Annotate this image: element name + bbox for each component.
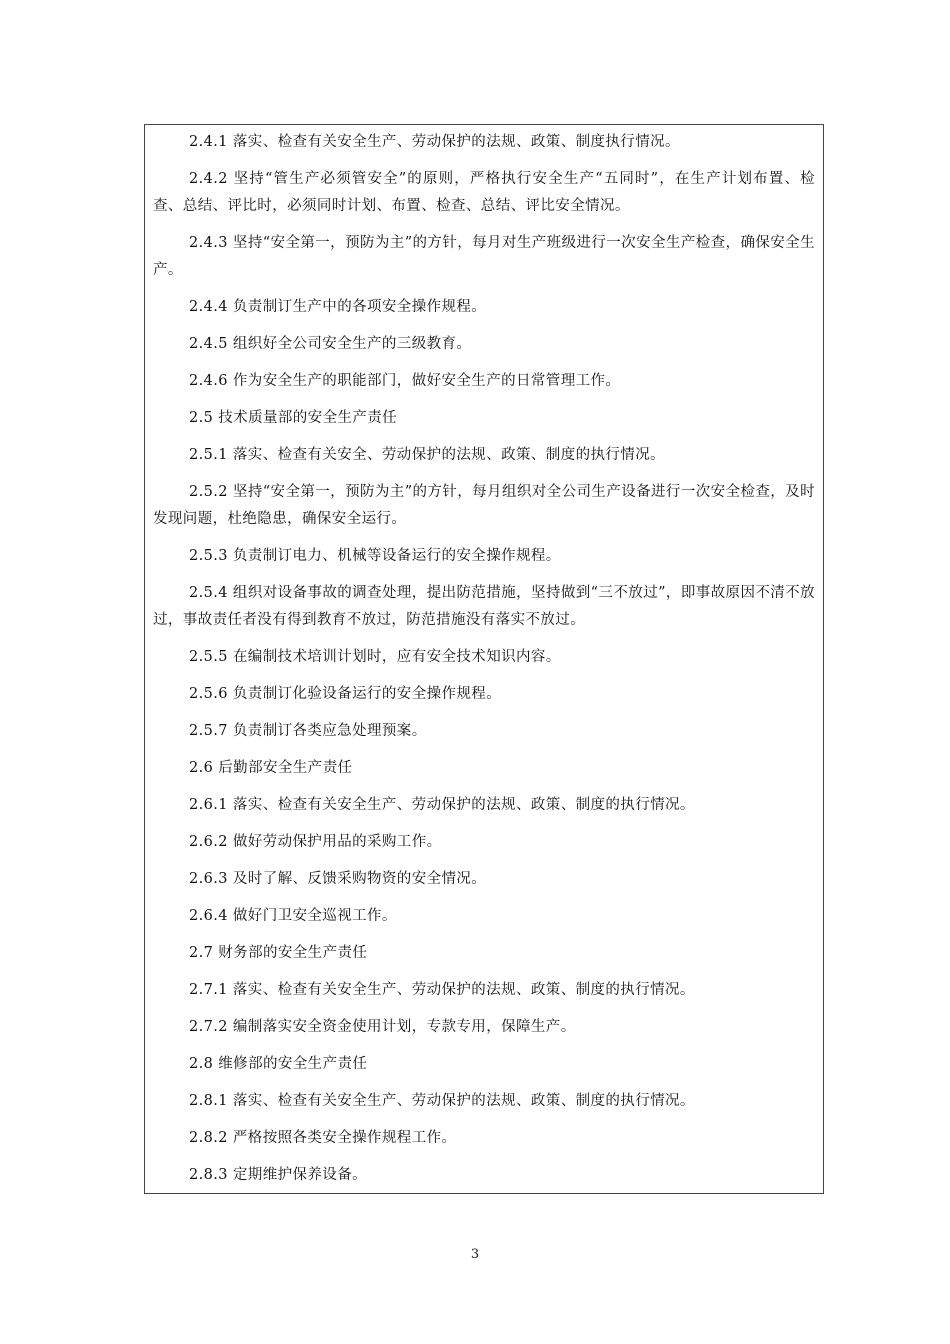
paragraph-2-4-1: 2.4.1 落实、检查有关安全生产、劳动保护的法规、政策、制度执行情况。 (189, 134, 680, 150)
paragraph-2-7-1: 2.7.1 落实、检查有关安全生产、劳动保护的法规、政策、制度的执行情况。 (189, 982, 695, 998)
paragraph-2-5-7: 2.5.7 负责制订各类应急处理预案。 (189, 723, 427, 739)
paragraph-2-5-4: 2.5.4 组织对设备事故的调查处理，提出防范措施，坚持做到“三不放过”，即事故原因不清不放过，事故责任者没有得到教育不放过，防范措施没有落实不放过。 (153, 585, 815, 628)
paragraph-2-5-5: 2.5.5 在编制技术培训计划时，应有安全技术知识内容。 (189, 649, 561, 665)
document-table-cell (144, 124, 824, 1194)
section-heading-2-6: 2.6 后勤部安全生产责任 (189, 760, 353, 776)
paragraph-2-6-1: 2.6.1 落实、检查有关安全生产、劳动保护的法规、政策、制度的执行情况。 (189, 797, 695, 813)
paragraph-2-8-1: 2.8.1 落实、检查有关安全生产、劳动保护的法规、政策、制度的执行情况。 (189, 1093, 695, 1109)
paragraph-2-6-4: 2.6.4 做好门卫安全巡视工作。 (189, 908, 397, 924)
paragraph-2-4-2: 2.4.2 坚持“管生产必须管安全”的原则，严格执行安全生产“五同时”，在生产计划布置、检查、总结、评比时，必须同时计划、布置、检查、总结、评比安全情况。 (153, 171, 815, 214)
paragraph-2-5-2: 2.5.2 坚持“安全第一，预防为主”的方针，每月组织对全公司生产设备进行一次安全检查，及时发现问题，杜绝隐患，确保安全运行。 (153, 484, 815, 527)
paragraph-2-4-3: 2.4.3 坚持“安全第一，预防为主”的方针，每月对生产班级进行一次安全生产检查，确保安全生产。 (153, 235, 815, 278)
paragraph-2-5-3: 2.5.3 负责制订电力、机械等设备运行的安全操作规程。 (189, 548, 561, 564)
paragraph-2-5-6: 2.5.6 负责制订化验设备运行的安全操作规程。 (189, 686, 502, 702)
paragraph-2-6-2: 2.6.2 做好劳动保护用品的采购工作。 (189, 834, 442, 850)
paragraph-2-4-4: 2.4.4 负责制订生产中的各项安全操作规程。 (189, 299, 487, 315)
paragraph-2-6-3: 2.6.3 及时了解、反馈采购物资的安全情况。 (189, 871, 487, 887)
section-heading-2-7: 2.7 财务部的安全生产责任 (189, 945, 368, 961)
paragraph-2-4-5: 2.4.5 组织好全公司安全生产的三级教育。 (189, 336, 472, 352)
paragraph-2-7-2: 2.7.2 编制落实安全资金使用计划，专款专用，保障生产。 (189, 1019, 576, 1035)
paragraph-2-8-3: 2.8.3 定期维护保养设备。 (189, 1167, 368, 1183)
section-heading-2-5: 2.5 技术质量部的安全生产责任 (189, 410, 398, 426)
paragraph-2-4-6: 2.4.6 作为安全生产的职能部门，做好安全生产的日常管理工作。 (189, 373, 621, 389)
paragraph-2-8-2: 2.8.2 严格按照各类安全操作规程工作。 (189, 1130, 457, 1146)
page-number: 3 (470, 1247, 480, 1262)
paragraph-2-5-1: 2.5.1 落实、检查有关安全、劳动保护的法规、政策、制度的执行情况。 (189, 447, 666, 463)
section-heading-2-8: 2.8 维修部的安全生产责任 (189, 1056, 368, 1072)
